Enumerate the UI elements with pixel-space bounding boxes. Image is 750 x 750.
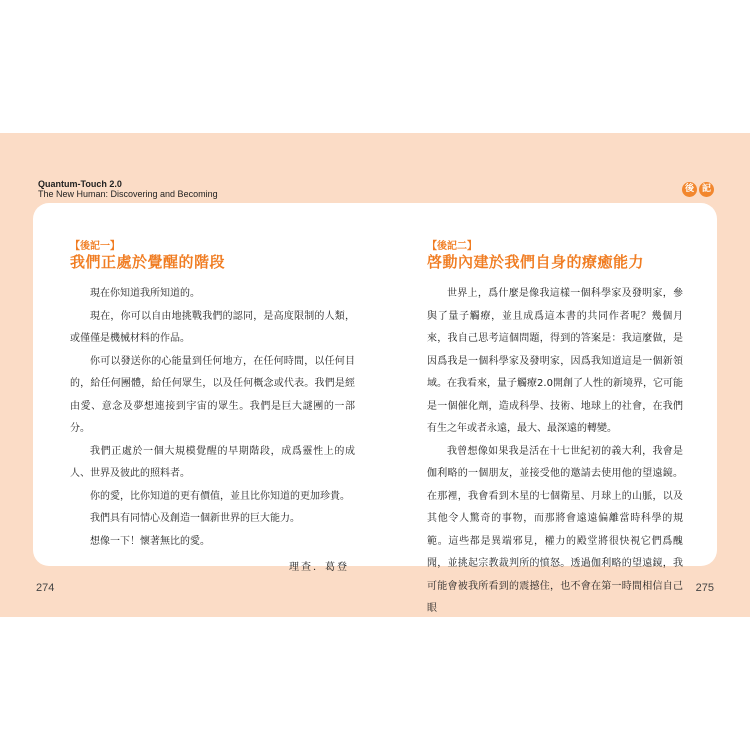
paragraph: 你可以發送你的心能量到任何地方，在任何時間，以任何目的，給任何團體，給任何眾生，以及任何概念或代表。我們是經由愛、意念及夢想連接到宇宙的眾生。我們是巨大謎團的一部分。 (70, 355, 355, 434)
paragraph: 我們正處於一個大規模覺醒的早期階段，成爲靈性上的成人、世界及彼此的照料者。 (70, 445, 355, 479)
paragraph: 想像一下！懷著無比的愛。 (90, 535, 210, 547)
paragraph: 我曾想像如果我是活在十七世紀初的義大利，我會是伽利略的一個朋友，並接受他的邀請去使用他的望遠鏡。在那裡，我會看到木星的七個衛星、月球上的山脈，以及其他令人驚奇的事物，而那將會遠遠偏離當時科學的規範。這些都是異端邪見，權力的殿堂將很快視它們爲醜聞，並挑起宗教裁判所的憤怒。透過伽利略的望遠鏡，我可能會被我所看到的震撼住，也不會在第一時間相信自己眼 (427, 445, 683, 614)
right-page-number: 275 (695, 582, 714, 594)
left-body-text (70, 283, 355, 580)
section-badge (682, 182, 714, 197)
section-badge-char-2: 記 (699, 182, 714, 197)
paragraph: 我們具有同情心及創造一個新世界的巨大能力。 (90, 513, 300, 524)
right-section-tag: 【後記二】 (427, 241, 477, 252)
section-badge-char-1: 後 (682, 182, 697, 197)
book-subtitle: The New Human: Discovering and Becoming (38, 189, 218, 199)
paragraph: 現在，你可以自由地挑戰我們的認同，是高度限制的人類，或僅僅是機械材料的作品。 (70, 310, 355, 344)
running-header (38, 179, 218, 200)
paragraph: 現在你知道我所知道的。 (90, 288, 200, 299)
paragraph: 你的愛，比你知道的更有價值，並且比你知道的更加珍貴。 (90, 490, 350, 502)
paragraph: 世界上，爲什麼是像我這樣一個科學家及發明家，參與了量子觸療，並且成爲這本書的共同作者呢？幾個月來，我自己思考這個問題，得到的答案是：我這麼做，是因爲我是一個科學家及發明家，因爲我知道這是一個新領域。在我看來，量子觸療2.0開創了人性的新境界，它可能是一個催化劑，造成科學、技術、地球上的社會，在我們有生之年或者永遠，最大、最深遠的轉變。 (427, 288, 683, 434)
right-heading: 啓動內建於我們自身的療癒能力 (427, 253, 645, 271)
right-body-text (427, 283, 683, 621)
left-heading: 我們正處於覺醒的階段 (70, 253, 226, 271)
left-section-tag: 【後記一】 (70, 241, 120, 252)
book-title: Quantum-Touch 2.0 (38, 179, 122, 189)
signature: 理查．葛登 (289, 562, 349, 573)
left-page-number: 274 (36, 582, 55, 594)
